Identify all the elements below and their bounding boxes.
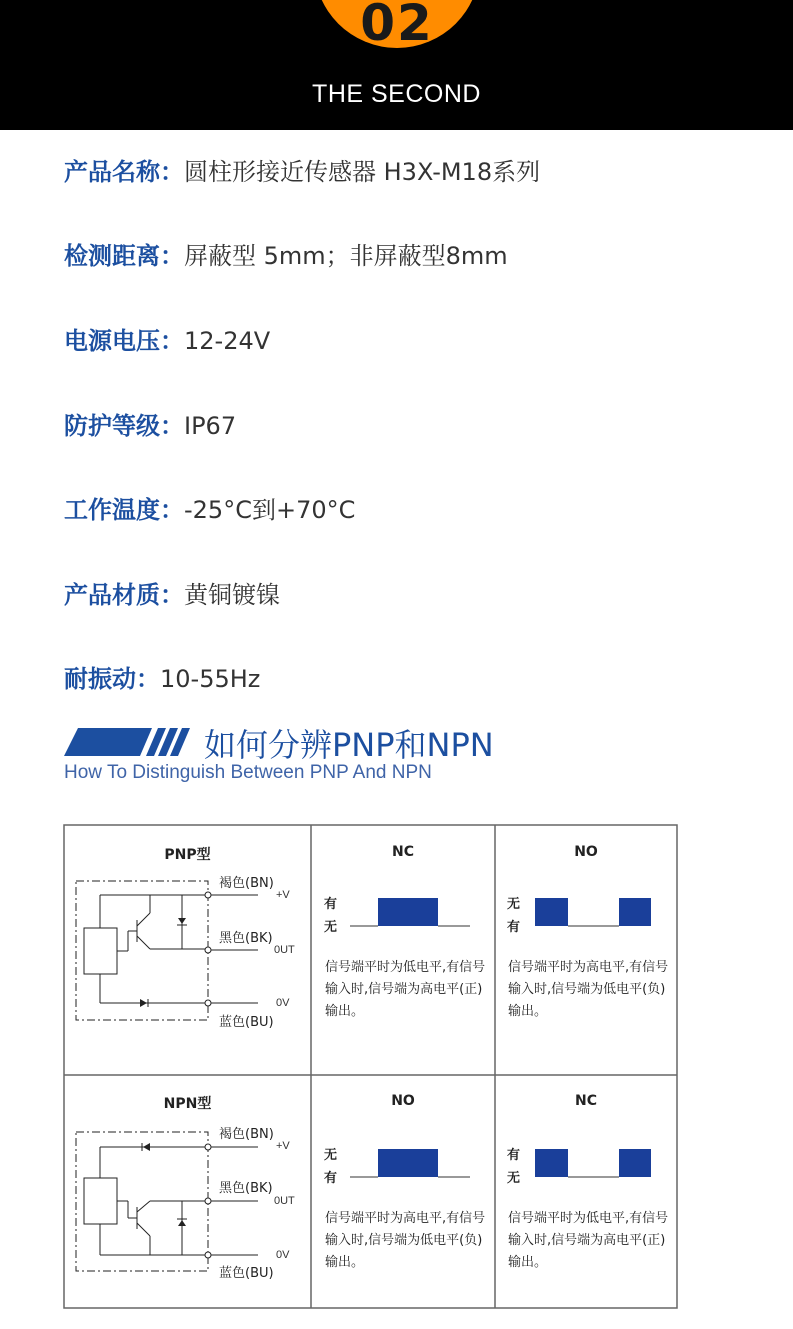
section-title: 如何分辨PNP和NPN [204, 726, 494, 764]
npn-col1-top-state: 无 [324, 1148, 338, 1163]
spec-value: IP67 [184, 412, 237, 440]
waveform-npn-nc [535, 1149, 651, 1177]
pnp-col1-bottom-state: 无 [324, 920, 338, 935]
pnp-brown-wire-label: 褐色(BN) [219, 876, 274, 891]
spec-value: 圆柱形接近传感器 H3X-M18系列 [184, 158, 541, 186]
spec-key: 耐振动： [64, 665, 160, 693]
waveform-pnp-nc [350, 898, 470, 926]
section-number: 02 [360, 0, 434, 52]
npn-zero-label: 0V [276, 1249, 290, 1261]
spec-value: 12-24V [184, 327, 271, 355]
spec-value: 黄铜镀镍 [184, 581, 280, 609]
pnp-col2-description: 信号端平时为高电平,有信号输入时,信号端为低电平(负)输出。 [508, 960, 669, 1019]
spec-value: -25°C到+70°C [184, 496, 356, 524]
spec-key: 产品名称： [64, 158, 184, 186]
npn-blue-wire-label: 蓝色(BU) [219, 1266, 274, 1281]
pnp-blue-wire-label: 蓝色(BU) [219, 1015, 274, 1030]
spec-key: 检测距离： [64, 242, 184, 270]
pnp-col2-mode: NO [574, 844, 598, 860]
npn-brown-wire-label: 褐色(BN) [219, 1127, 274, 1142]
spec-key: 电源电压： [64, 327, 184, 355]
pnp-col1-description: 信号端平时为低电平,有信号输入时,信号端为高电平(正)输出。 [325, 960, 486, 1019]
section-subtitle: THE SECOND [312, 80, 481, 108]
pnp-col1-top-state: 有 [324, 897, 338, 912]
pnp-out-label: 0UT [274, 944, 295, 956]
spec-key: 产品材质： [64, 581, 184, 609]
npn-vplus-label: +V [276, 1140, 290, 1152]
spec-key: 防护等级： [64, 412, 184, 440]
pnp-zero-label: 0V [276, 997, 290, 1009]
pnp-vplus-label: +V [276, 889, 290, 901]
pnp-col1-mode: NC [392, 844, 414, 860]
npn-circuit-diagram [76, 1132, 258, 1271]
npn-black-wire-label: 黑色(BK) [219, 1181, 273, 1196]
pnp-col2-top-state: 无 [507, 897, 521, 912]
npn-out-label: 0UT [274, 1195, 295, 1207]
npn-col2-mode: NC [575, 1093, 597, 1109]
npn-col1-description: 信号端平时为高电平,有信号输入时,信号端为低电平(负)输出。 [325, 1211, 486, 1270]
npn-col2-top-state: 有 [507, 1148, 521, 1163]
pnp-circuit-diagram [76, 881, 258, 1020]
pnp-type-title: PNP型 [164, 847, 211, 863]
npn-col1-bottom-state: 有 [324, 1171, 338, 1186]
waveform-npn-no [350, 1149, 470, 1177]
pnp-black-wire-label: 黑色(BK) [219, 931, 273, 946]
spec-key: 工作温度： [64, 496, 184, 524]
pnp-col2-bottom-state: 有 [507, 920, 521, 935]
npn-type-title: NPN型 [163, 1096, 212, 1112]
npn-col2-bottom-state: 无 [507, 1171, 521, 1186]
spec-value: 10-55Hz [160, 665, 261, 693]
waveform-pnp-no [535, 898, 651, 926]
npn-col1-mode: NO [391, 1093, 415, 1109]
section-subtitle-en: How To Distinguish Between PNP And NPN [64, 762, 432, 783]
npn-col2-description: 信号端平时为低电平,有信号输入时,信号端为高电平(正)输出。 [508, 1211, 669, 1270]
spec-value: 屏蔽型 5mm；非屏蔽型8mm [184, 242, 508, 270]
